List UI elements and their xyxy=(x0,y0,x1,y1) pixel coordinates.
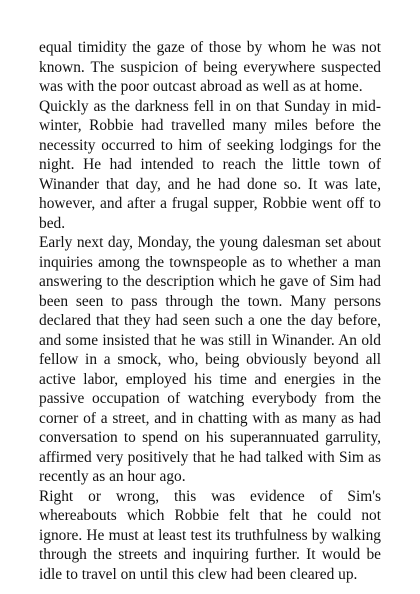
paragraph-1: equal timidity the gaze of those by whom he was not known. The suspicion of being everywhere suspected was with the poor outcast abroad as well as at home. xyxy=(39,39,381,95)
paragraph-4: Right or wrong, this was evidence of Sim's whereabouts which Robbie felt that he could not ignore. He must at least test its truthfulness by walking through the streets and inquiring further. It would be idle to travel on until this clew had been cleared up. xyxy=(39,487,381,583)
paragraph-2: Quickly as the darkness fell in on that Sunday in mid-winter, Robbie had travelled many miles before the necessity occurred to him of seeking lodgings for the night. He had intended to reach the little town of Winander that day, and he had done so. It was late, however, and after a frugal supper, Robbie went off to bed. xyxy=(39,97,381,232)
page-text xyxy=(39,38,381,584)
paragraph-3: Early next day, Monday, the young dalesman set about inquiries among the townspeople as to whether a man answering to the description which he gave of Sim had been seen to pass through the town. Many persons declared that they had seen such a one the day before, and some insisted that he was still in Winander. An old fellow in a smock, who, being obviously beyond all active labor, employed his time and energies in the passive occupation of watching everybody from the corner of a street, and in chatting with as many as had conversation to spend on his superannuated garrulity, affirmed very positively that he had talked with Sim as recently as an hour ago. xyxy=(39,234,381,485)
